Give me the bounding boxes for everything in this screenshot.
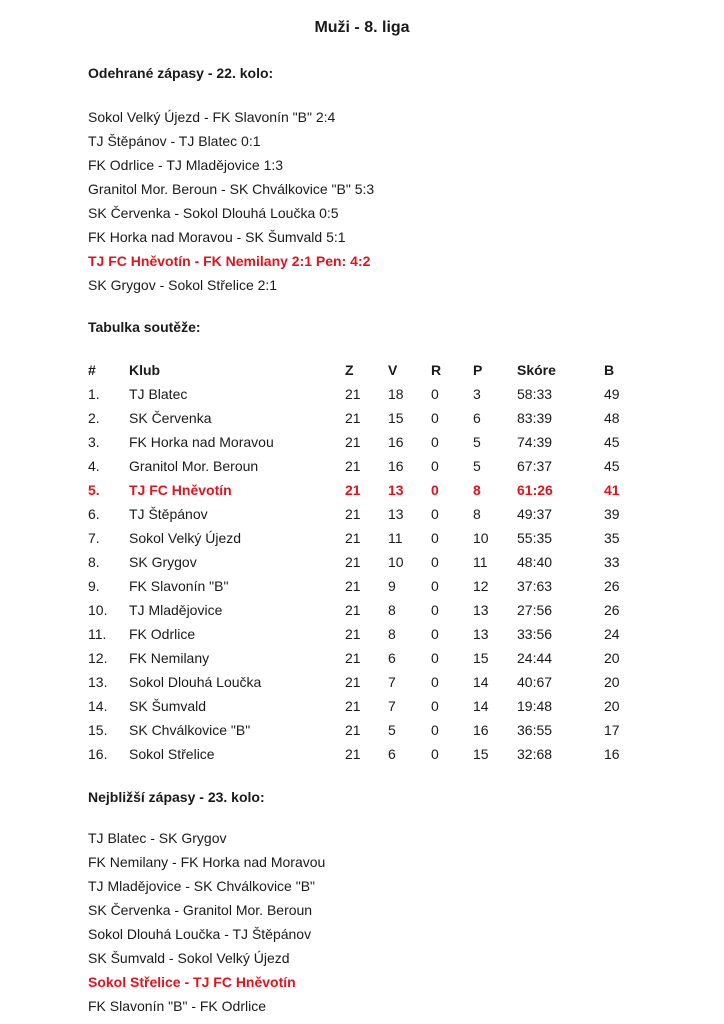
- cell-draws: 0: [431, 650, 439, 666]
- cell-losses: 10: [473, 530, 489, 546]
- table-row: [88, 406, 634, 430]
- cell-losses: 13: [473, 602, 489, 618]
- cell-score: 58:33: [517, 386, 553, 402]
- upcoming-match: SK Červenka - Granitol Mor. Beroun: [88, 902, 313, 918]
- cell-losses: 3: [473, 386, 481, 402]
- table-row: [88, 598, 634, 622]
- cell-score: 61:26: [517, 482, 553, 498]
- cell-losses: 11: [473, 554, 488, 570]
- cell-losses: 12: [473, 578, 489, 594]
- played-match: Sokol Velký Újezd - FK Slavonín "B" 2:4: [88, 109, 336, 125]
- table-row: [88, 502, 634, 526]
- cell-wins: 16: [388, 458, 404, 474]
- cell-club: FK Nemilany: [129, 650, 210, 666]
- cell-points: 16: [604, 746, 620, 762]
- cell-wins: 8: [388, 626, 396, 642]
- cell-rank: 5.: [88, 482, 100, 498]
- cell-draws: 0: [431, 482, 439, 498]
- cell-score: 83:39: [517, 410, 553, 426]
- col-score: Skóre: [517, 362, 556, 378]
- cell-draws: 0: [431, 554, 439, 570]
- cell-points: 33: [604, 554, 620, 570]
- table-row: [88, 742, 634, 766]
- cell-club: Sokol Dlouhá Loučka: [129, 674, 262, 690]
- cell-wins: 6: [388, 746, 396, 762]
- table-row: [88, 622, 634, 646]
- played-match: FK Odrlice - TJ Mladějovice 1:3: [88, 157, 284, 173]
- cell-draws: 0: [431, 386, 439, 402]
- cell-draws: 0: [431, 674, 439, 690]
- table-row: [88, 550, 634, 574]
- cell-rank: 14.: [88, 698, 108, 714]
- upcoming-matches-list: [88, 826, 325, 1018]
- cell-rank: 11.: [88, 626, 107, 642]
- upcoming-heading: Nejbližší zápasy - 23. kolo:: [88, 789, 265, 805]
- cell-wins: 16: [388, 434, 404, 450]
- table-row: [88, 526, 634, 550]
- cell-draws: 0: [431, 698, 439, 714]
- cell-wins: 13: [388, 482, 404, 498]
- cell-score: 36:55: [517, 722, 553, 738]
- cell-score: 40:67: [517, 674, 553, 690]
- cell-club: Granitol Mor. Beroun: [129, 458, 259, 474]
- cell-rank: 2.: [88, 410, 100, 426]
- cell-draws: 0: [431, 746, 439, 762]
- cell-draws: 0: [431, 458, 439, 474]
- cell-points: 45: [604, 434, 620, 450]
- cell-played: 21: [345, 530, 361, 546]
- table-row: [88, 646, 634, 670]
- col-wins: V: [388, 362, 398, 378]
- page-title: Muži - 8. liga: [314, 19, 410, 36]
- upcoming-match: FK Nemilany - FK Horka nad Moravou: [88, 854, 326, 870]
- table-row: [88, 718, 634, 742]
- col-club: Klub: [129, 362, 161, 378]
- cell-points: 45: [604, 458, 620, 474]
- upcoming-match: TJ Mladějovice - SK Chválkovice "B": [88, 878, 316, 894]
- cell-rank: 1.: [88, 386, 100, 402]
- cell-rank: 7.: [88, 530, 100, 546]
- col-losses: P: [473, 362, 483, 378]
- cell-points: 26: [604, 602, 620, 618]
- cell-points: 20: [604, 698, 620, 714]
- cell-wins: 7: [388, 674, 396, 690]
- table-row: [88, 382, 634, 406]
- cell-club: SK Červenka: [129, 410, 212, 426]
- cell-score: 67:37: [517, 458, 553, 474]
- cell-club: SK Šumvald: [129, 698, 207, 714]
- cell-rank: 16.: [88, 746, 108, 762]
- cell-rank: 9.: [88, 578, 100, 594]
- table-heading: Tabulka soutěže:: [88, 319, 201, 335]
- cell-played: 21: [345, 626, 361, 642]
- cell-points: 35: [604, 530, 620, 546]
- cell-rank: 8.: [88, 554, 100, 570]
- table-row: [88, 430, 634, 454]
- cell-points: 20: [604, 650, 620, 666]
- cell-wins: 15: [388, 410, 404, 426]
- cell-points: 48: [604, 410, 620, 426]
- cell-played: 21: [345, 578, 361, 594]
- cell-club: Sokol Střelice: [129, 746, 215, 762]
- cell-wins: 5: [388, 722, 396, 738]
- cell-rank: 4.: [88, 458, 100, 474]
- cell-rank: 15.: [88, 722, 108, 738]
- cell-wins: 18: [388, 386, 404, 402]
- cell-score: 19:48: [517, 698, 553, 714]
- cell-played: 21: [345, 602, 361, 618]
- played-match: Granitol Mor. Beroun - SK Chválkovice "B" 5:3: [88, 181, 375, 197]
- cell-losses: 8: [473, 482, 481, 498]
- cell-club: TJ FC Hněvotín: [129, 482, 232, 498]
- cell-played: 21: [345, 674, 361, 690]
- cell-losses: 8: [473, 506, 481, 522]
- cell-losses: 14: [473, 698, 489, 714]
- cell-wins: 8: [388, 602, 396, 618]
- cell-rank: 12.: [88, 650, 108, 666]
- cell-played: 21: [345, 434, 361, 450]
- cell-club: TJ Blatec: [129, 386, 188, 402]
- cell-wins: 7: [388, 698, 396, 714]
- played-match: TJ Štěpánov - TJ Blatec 0:1: [88, 133, 261, 149]
- table-row: [88, 694, 634, 718]
- col-points: B: [604, 362, 615, 378]
- cell-score: 33:56: [517, 626, 553, 642]
- cell-losses: 15: [473, 746, 489, 762]
- played-match: SK Červenka - Sokol Dlouhá Loučka 0:5: [88, 205, 339, 221]
- cell-wins: 10: [388, 554, 404, 570]
- upcoming-match: TJ Blatec - SK Grygov: [88, 830, 227, 846]
- cell-wins: 11: [388, 530, 403, 546]
- cell-score: 37:63: [517, 578, 553, 594]
- cell-losses: 13: [473, 626, 489, 642]
- cell-played: 21: [345, 410, 361, 426]
- col-draws: R: [431, 362, 442, 378]
- cell-club: SK Chválkovice "B": [129, 722, 251, 738]
- cell-losses: 15: [473, 650, 489, 666]
- cell-club: FK Horka nad Moravou: [129, 434, 274, 450]
- cell-club: Sokol Velký Újezd: [129, 530, 242, 546]
- cell-losses: 14: [473, 674, 489, 690]
- played-heading: Odehrané zápasy - 22. kolo:: [88, 65, 274, 81]
- cell-draws: 0: [431, 722, 439, 738]
- cell-points: 24: [604, 626, 620, 642]
- cell-score: 48:40: [517, 554, 553, 570]
- cell-played: 21: [345, 458, 361, 474]
- cell-draws: 0: [431, 626, 439, 642]
- cell-wins: 6: [388, 650, 396, 666]
- cell-draws: 0: [431, 602, 439, 618]
- cell-played: 21: [345, 506, 361, 522]
- cell-score: 55:35: [517, 530, 553, 546]
- cell-points: 49: [604, 386, 620, 402]
- cell-rank: 13.: [88, 674, 108, 690]
- cell-played: 21: [345, 746, 361, 762]
- cell-played: 21: [345, 386, 361, 402]
- col-rank: #: [88, 362, 96, 378]
- cell-score: 74:39: [517, 434, 553, 450]
- table-row-highlighted: [88, 478, 634, 502]
- league-table: [88, 358, 634, 766]
- cell-draws: 0: [431, 530, 439, 546]
- played-matches-list: [88, 105, 374, 297]
- col-played: Z: [345, 362, 354, 378]
- cell-club: FK Odrlice: [129, 626, 196, 642]
- cell-rank: 3.: [88, 434, 100, 450]
- cell-played: 21: [345, 650, 361, 666]
- cell-points: 20: [604, 674, 620, 690]
- cell-club: SK Grygov: [129, 554, 197, 570]
- upcoming-match-highlighted: Sokol Střelice - TJ FC Hněvotín: [88, 974, 296, 990]
- played-match: FK Horka nad Moravou - SK Šumvald 5:1: [88, 229, 346, 245]
- cell-played: 21: [345, 722, 361, 738]
- upcoming-match: SK Šumvald - Sokol Velký Újezd: [88, 950, 290, 966]
- table-row: [88, 670, 634, 694]
- table-row: [88, 454, 634, 478]
- cell-losses: 5: [473, 434, 481, 450]
- cell-played: 21: [345, 698, 361, 714]
- table-header-row: [88, 358, 634, 382]
- table-row: [88, 574, 634, 598]
- cell-rank: 6.: [88, 506, 100, 522]
- cell-club: TJ Mladějovice: [129, 602, 223, 618]
- cell-score: 27:56: [517, 602, 553, 618]
- cell-rank: 10.: [88, 602, 108, 618]
- cell-played: 21: [345, 554, 361, 570]
- cell-played: 21: [345, 482, 361, 498]
- cell-losses: 5: [473, 458, 481, 474]
- cell-wins: 9: [388, 578, 396, 594]
- cell-wins: 13: [388, 506, 404, 522]
- cell-score: 24:44: [517, 650, 553, 666]
- played-match: SK Grygov - Sokol Střelice 2:1: [88, 277, 278, 293]
- cell-losses: 6: [473, 410, 481, 426]
- cell-club: TJ Štěpánov: [129, 506, 208, 522]
- cell-score: 32:68: [517, 746, 553, 762]
- cell-draws: 0: [431, 410, 439, 426]
- played-match-highlighted: TJ FC Hněvotín - FK Nemilany 2:1 Pen: 4:2: [88, 253, 371, 269]
- cell-points: 26: [604, 578, 620, 594]
- cell-draws: 0: [431, 506, 439, 522]
- cell-points: 41: [604, 482, 620, 498]
- cell-club: FK Slavonín "B": [129, 578, 229, 594]
- upcoming-match: FK Slavonín "B" - FK Odrlice: [88, 998, 266, 1014]
- cell-draws: 0: [431, 434, 439, 450]
- cell-points: 17: [604, 722, 620, 738]
- cell-points: 39: [604, 506, 620, 522]
- upcoming-match: Sokol Dlouhá Loučka - TJ Štěpánov: [88, 926, 312, 942]
- cell-score: 49:37: [517, 506, 553, 522]
- cell-losses: 16: [473, 722, 489, 738]
- cell-draws: 0: [431, 578, 439, 594]
